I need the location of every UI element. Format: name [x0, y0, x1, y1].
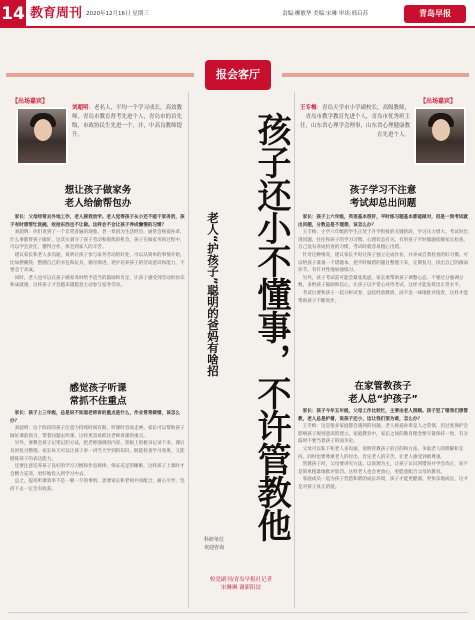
page-header: [0, 0, 475, 28]
reporter-credit: 校党副刊/青岛早报社记者 宋琳琳 谢新阳谊: [209, 577, 273, 591]
main-subheadline: 老人“护孩子”聪明的爸妈有啥招: [206, 212, 220, 377]
credit-small: 科研单位 欢迎咨询: [203, 537, 224, 551]
guest-tag-left: 【出场嘉宾】: [12, 98, 49, 105]
guest-desc-right: ：青岛天学市小学副校长，高级教师，青岛市教学教育先进个人，青岛市优秀班主任，山东省心理学会理事，山东省心理健康教育先进个人。: [299, 105, 410, 138]
guest-bio-left: [72, 104, 184, 140]
article-left-2: [10, 410, 186, 606]
paragraph: 刘超明：这个阶段的孩子注意力持续时间有限，听课时容易走神。家长可以帮助孩子做好课前预习，带着问题去听课，这样更容易抓住老师讲课的重点。: [10, 426, 185, 439]
paragraph: 还要注意培养孩子良好的学习习惯和作息规律，保证充足的睡眠，这样孩子上课时才会精力充沛，更好地投入到学习中去。: [10, 464, 185, 477]
paragraph: 刘超明：你们说到了一个非常普遍的现象。老一辈因为生活经历，通常会疼爱孙辈，什么事都替孩子做好，这其实剥夺了孩子劳动和锻炼的机会。孩子在做家务的过程中，可以学会责任、懂得合作，体会到家人的辛苦。: [10, 230, 185, 251]
question-left-2: 家长：孩子上三年级，总是说不知道老师讲的重点是什么，作业常常做错，该怎么办？: [10, 411, 180, 424]
page-number: 14: [0, 0, 26, 28]
paragraph: 另外，要教会孩子记笔记的方法，把老师强调的内容、黑板上的板书记录下来，课后及时复习整理。家长每天可以让孩子讲一讲当天学到的知识，既能检查学习效果，又能锻炼孩子的表达能力。: [10, 441, 185, 462]
question-left-1: 家长：父母经常去外地工作，老人接我放学。老人觉得孩子从小还不能干家务活，孩子有时想帮忙洗碗、收拾东西也不让做。这样会不会让孩子养成懒惰的习惯？: [10, 215, 185, 228]
banner-title: 报会客厅: [205, 60, 271, 90]
brand-logo: 青岛早报: [404, 5, 466, 23]
center-column: [188, 92, 294, 600]
main-headline: 孩子还小不懂事，不许管教他: [251, 112, 291, 541]
guest-name-right: 王专梅: [299, 105, 317, 111]
banner-bar-right: [282, 73, 469, 77]
headline-left-1: 想让孩子做家务 老人给偷帮包办: [64, 185, 132, 209]
paragraph: 建议家长和老人多沟通，说明让孩子参与家务劳动的好处，可以从简单的事情开始，比如摆碗筷、整理自己的书包和玩具，循序渐进，逐步培养孩子的劳动意识和能力，不要急于求成。: [10, 252, 185, 274]
paragraph: 同时，老人也可以在孩子做家务时给予适当的鼓励和肯定，让孩子感受到劳动的快乐和成就感，这样孩子才会越来越愿意主动参与家务劳动。: [10, 275, 185, 289]
banner-bar-left: [6, 73, 194, 77]
paragraph: 父母可以私下和老人多沟通，说明管教孩子的目的和方法，争取老人的理解和支持。同时也要尊重老人的付出，肯定老人的辛苦，让老人感受到被尊重。: [298, 446, 464, 460]
guest-photo-right: [414, 107, 466, 165]
editors-line: 责编:柳敏华 美编:宋琳 审读:邢启苏: [282, 11, 369, 17]
dateline: 2020年12月16日 星期三: [86, 11, 149, 17]
paragraph: 王专梅：这是很多家庭都会遇到的问题。老人疼爱孙辈是人之常情，但过度保护会影响孩子规则意识的建立。家庭教育中，家长之间的教育理念要尽量保持一致，有分歧时不要当着孩子的面争论。: [298, 424, 468, 445]
headline-right-1: 孩子学习不注意 考试却总出问题: [349, 185, 417, 209]
article-right-2: [298, 408, 470, 608]
guest-photo-left: [16, 107, 68, 165]
section-title: 教育周刊: [30, 6, 83, 21]
footer-rule: [8, 612, 468, 613]
column-banner: [0, 64, 475, 86]
guest-tag-right: 【出场嘉宾】: [420, 98, 457, 105]
guest-desc-left: ：老名人，平均一个学习成长，高效教师，青岛市教育督考先进个人，青岛市的首先级，市政协民生先进一个，并，中高良教师提升。: [72, 105, 183, 138]
paragraph: 总之，提高听课效率不是一朝一夕的事情，需要家长和老师共同配合，耐心引导，坚持下去一定会有收获。: [10, 479, 185, 492]
article-left-1: [10, 214, 186, 372]
paragraph: 家庭成员一起为孩子营造和谐的成长环境，孩子才能更健康、更快乐地成长，这才是对孩子真正的爱。: [298, 477, 468, 490]
paragraph: 另外，孩子考试前可能会紧张焦虑，家长要帮助孩子调整心态，不要过分强调分数，多给孩子鼓励和信心，让孩子以平常心对待考试，这样才能发挥出正常水平。: [298, 275, 464, 289]
paragraph: 考试后要和孩子一起分析试卷，总结经验教训，而不是一味地批评指责，这样才能帮助孩子不断进步。: [298, 290, 468, 304]
paragraph: 针对这种情况，建议家长平时让孩子独立完成作业，并养成自我检查的好习惯。可以给孩子准备一个错题本，把平时做错的题目整理下来，定期复习，找出自己的薄弱环节，有针对性地加强练习。: [298, 252, 468, 274]
face-shape: [34, 119, 52, 141]
face-shape: [432, 119, 450, 141]
paragraph: 管教孩子时，父母要讲究方法，以说理为主，让孩子认识到错误并学会改正，而不是简单粗暴地批评惩罚。这样老人也会更放心，更愿意配合父母的教育。: [298, 462, 468, 475]
question-right-2: 家长：孩子今年五年级，父母工作比较忙，主要由老人照顾。孩子犯了错我们想管教，老人总是护着，说孩子还小，这让我们很为难，怎么办？: [298, 409, 468, 422]
question-right-1: 家长：孩子上六年级，英语基本很好，平时练习题基本都能做对，但是一到考试就出问题，分数总是不理想，该怎么办？: [298, 215, 468, 228]
guest-bio-right: [298, 104, 410, 140]
headline-left-2: 感觉孩子听课 常抓不住重点: [69, 383, 127, 407]
column-divider: [294, 92, 295, 608]
paragraph: 王专梅：小学六年级的学生正处于升学衔接的关键阶段，学习压力增大。考试时出现问题，往往和孩子的学习习惯、心理状态有关。有的孩子平时做题依赖家长检查，自己没有养成检查的习惯，考试时就容易粗心出错。: [298, 230, 468, 251]
headline-right-2: 在家管教孩子 老人总“护孩子”: [348, 381, 418, 405]
guest-name-left: 刘超明: [72, 105, 89, 111]
article-right-1: [298, 214, 470, 372]
